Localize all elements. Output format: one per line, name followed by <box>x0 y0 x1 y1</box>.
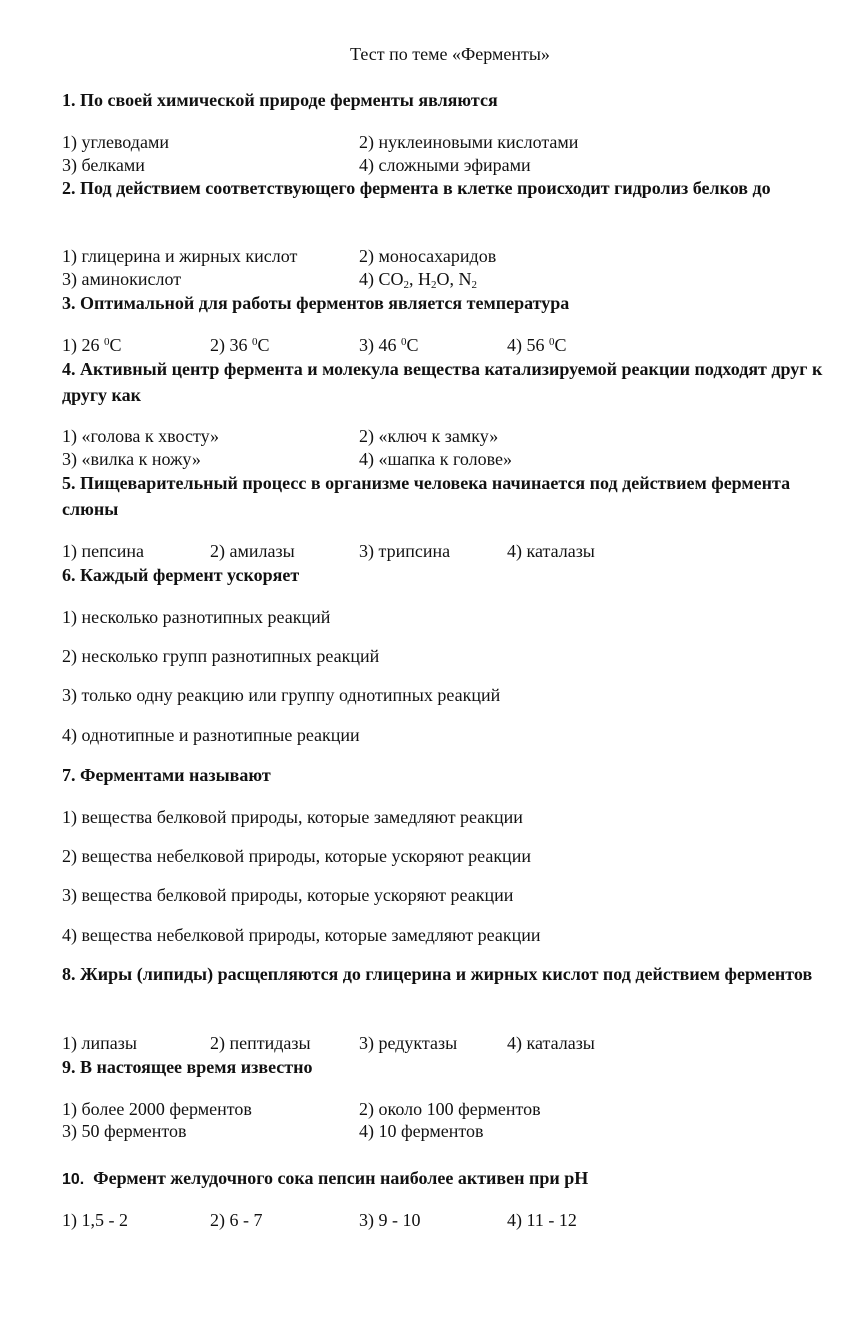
q4-option-2: 2) «ключ к замку» <box>359 426 499 446</box>
q1-option-2: 2) нуклеиновыми кислотами <box>359 132 579 152</box>
q5-option-4: 4) каталазы <box>507 541 595 561</box>
q7-option-1: 1) вещества белковой природы, которые замедляют реакции <box>62 807 523 827</box>
q7-option-2: 2) вещества небелковой природы, которые ускоряют реакции <box>62 846 531 866</box>
q7-option-3: 3) вещества белковой природы, которые ускоряют реакции <box>62 885 514 905</box>
q6-option-4: 4) однотипные и разнотипные реакции <box>62 725 360 745</box>
q4-option-3: 3) «вилка к ножу» <box>62 449 201 469</box>
q3-option-3: 3) 46 $^0$C <box>359 335 419 355</box>
q4-option-1: 1) «голова к хвосту» <box>62 426 220 446</box>
q1-option-3: 3) белками <box>62 155 145 175</box>
q9-option-2: 2) около 100 ферментов <box>359 1099 541 1119</box>
q5-option-3: 3) трипсина <box>359 541 451 561</box>
question-7: 7. Ферментами называют <box>62 765 271 785</box>
q2-option-2: 2) моносахаридов <box>359 246 497 266</box>
q3-option-4: 4) 56 $^0$C <box>507 335 567 355</box>
q7-option-4: 4) вещества небелковой природы, которые замедляют реакции <box>62 925 541 945</box>
question-8: 8. Жиры (липиды) расщепляются до глицерина и жирных кислот под действием ферментов <box>62 964 813 984</box>
question-5: 5. Пищеварительный процесс в организме человека начинается под действием фермента слюны <box>62 473 791 519</box>
question-4: 4. Активный центр фермента и молекула вещества катализируемой реакции подходят друг к другу как <box>62 359 823 405</box>
q10-option-3: 3) 9 - 10 <box>359 1210 421 1230</box>
question-3: 3. Оптимальной для работы ферментов является температура <box>62 293 570 313</box>
question-10-number: 10. <box>62 1171 85 1188</box>
q2-option-4: 4) $CO_2$, $H_2O$, $N_2$ <box>359 269 477 291</box>
q9-option-4: 4) 10 ферментов <box>359 1121 484 1141</box>
question-6: 6. Каждый фермент ускоряет <box>62 565 300 585</box>
q1-option-1: 1) углеводами <box>62 132 169 152</box>
question-10-text: Фермент желудочного сока пепсин наиболее активен при pH <box>93 1168 589 1188</box>
q8-option-3: 3) редуктазы <box>359 1033 458 1053</box>
q6-option-1: 1) несколько разнотипных реакций <box>62 607 331 627</box>
q10-option-4: 4) 11 - 12 <box>507 1210 577 1230</box>
question-10 <box>62 1165 832 1193</box>
question-1: 1. По своей химической природе ферменты являются <box>62 90 498 110</box>
q1-option-4: 4) сложными эфирами <box>359 155 531 175</box>
q5-option-2: 2) амилазы <box>210 541 295 561</box>
q6-option-2: 2) несколько групп разнотипных реакций <box>62 646 380 666</box>
q6-option-3: 3) только одну реакцию или группу однотипных реакций <box>62 685 501 705</box>
q3-option-1: 1) 26 $^0$C <box>62 335 122 355</box>
q9-option-3: 3) 50 ферментов <box>62 1121 187 1141</box>
q10-option-1: 1) 1,5 - 2 <box>62 1210 128 1230</box>
q8-option-2: 2) пептидазы <box>210 1033 311 1053</box>
q2-option-1: 1) глицерина и жирных кислот <box>62 246 298 266</box>
q4-option-4: 4) «шапка к голове» <box>359 449 513 469</box>
q5-option-1: 1) пепсина <box>62 541 144 561</box>
q8-option-4: 4) каталазы <box>507 1033 595 1053</box>
page-title: Тест по теме «Ферменты» <box>350 44 550 64</box>
q9-option-1: 1) более 2000 ферментов <box>62 1099 252 1119</box>
question-9: 9. В настоящее время известно <box>62 1057 313 1077</box>
q10-option-2: 2) 6 - 7 <box>210 1210 263 1230</box>
question-2: 2. Под действием соответствующего фермента в клетке происходит гидролиз белков до <box>62 178 771 198</box>
q2-option-3: 3) аминокислот <box>62 269 182 289</box>
q3-option-2: 2) 36 $^0$C <box>210 335 270 355</box>
q8-option-1: 1) липазы <box>62 1033 137 1053</box>
